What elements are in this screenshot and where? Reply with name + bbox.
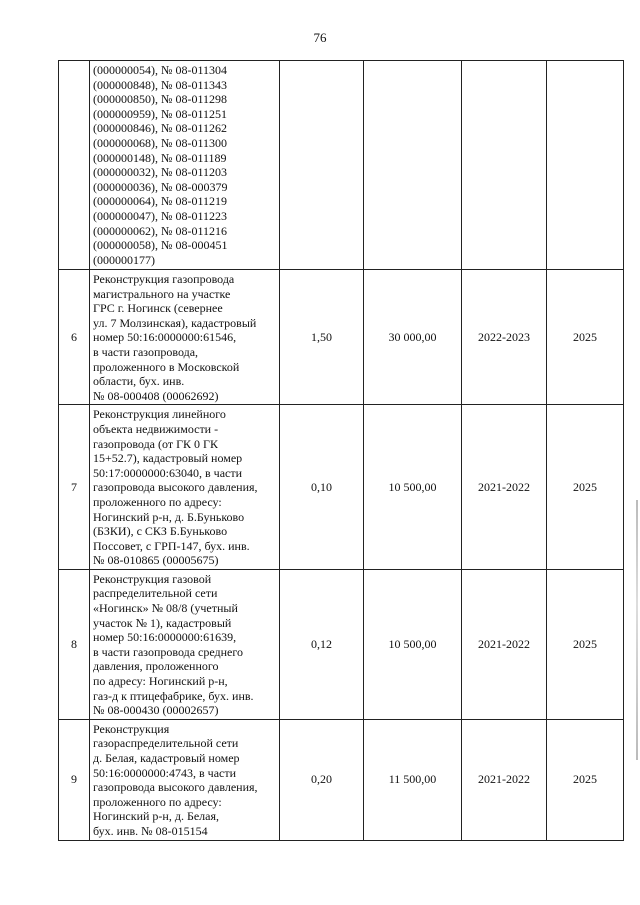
page-number: 76 xyxy=(313,30,327,45)
length-km: 0,12 xyxy=(280,569,364,719)
cost: 10 500,00 xyxy=(364,569,462,719)
period xyxy=(462,61,547,270)
table-row xyxy=(59,61,624,270)
completion-year xyxy=(547,61,624,270)
object-description: Реконструкция газовой распределительной сети «Ногинск» № 08/8 (учетный участок № 1), кадастровый номер 50:16:0000000:61639, в части газопровода среднего давления, проложенного по адресу: Ногинский р-н, газ-д к птицефабрике, бух. инв. № 08-000430 (00002657) xyxy=(90,569,280,719)
cost: 30 000,00 xyxy=(364,270,462,405)
object-description: Реконструкция линейного объекта недвижимости - газопровода (от ГК 0 ГК 15+52.7), кадастровый номер 50:17:0000000:63040, в части газопровода высокого давления, проложенного по адресу: Ногинский р-н, д. Б.Буньково (БЗКИ), с СКЗ Б.Буньково Поссовет, с ГРП-147, бух. инв. № 08-010865 (00005675) xyxy=(90,405,280,570)
row-number: 6 xyxy=(59,270,90,405)
object-description: (000000054), № 08-011304 (000000848), № 08-011343 (000000850), № 08-011298 (000000959), № 08-011251 (000000846), № 08-011262 (000000068), № 08-011300 (000000148), № 08-011189 (000000032), № 08-011203 (000000036), № 08-000379 (000000064), № 08-011219 (000000047), № 08-011223 (000000062), № 08-011216 (000000058), № 08-000451 (000000177) xyxy=(90,61,280,270)
completion-year: 2025 xyxy=(547,719,624,840)
row-number xyxy=(59,61,90,270)
row-number: 8 xyxy=(59,569,90,719)
length-km: 0,10 xyxy=(280,405,364,570)
completion-year: 2025 xyxy=(547,569,624,719)
period: 2022-2023 xyxy=(462,270,547,405)
length-km: 0,20 xyxy=(280,719,364,840)
length-km: 1,50 xyxy=(280,270,364,405)
completion-year: 2025 xyxy=(547,270,624,405)
period: 2021-2022 xyxy=(462,569,547,719)
object-description: Реконструкция газопровода магистрального на участке ГРС г. Ногинск (севернее ул. 7 Молзинская), кадастровый номер 50:16:0000000:61546, в части газопровода, проложенного в Московской области, бух. инв. № 08-000408 (00062692) xyxy=(90,270,280,405)
table-row xyxy=(59,405,624,570)
row-number: 7 xyxy=(59,405,90,570)
table-row xyxy=(59,569,624,719)
object-description: Реконструкция газораспределительной сети д. Белая, кадастровый номер 50:16:0000000:4743, в части газопровода высокого давления, проложенного по адресу: Ногинский р-н, д. Белая, бух. инв. № 08-015154 xyxy=(90,719,280,840)
cost: 10 500,00 xyxy=(364,405,462,570)
objects-table xyxy=(58,60,624,841)
period: 2021-2022 xyxy=(462,405,547,570)
length-km xyxy=(280,61,364,270)
row-number: 9 xyxy=(59,719,90,840)
table-row xyxy=(59,270,624,405)
cost: 11 500,00 xyxy=(364,719,462,840)
table-row xyxy=(59,719,624,840)
cost xyxy=(364,61,462,270)
completion-year: 2025 xyxy=(547,405,624,570)
period: 2021-2022 xyxy=(462,719,547,840)
scan-edge-shadow xyxy=(636,500,638,760)
